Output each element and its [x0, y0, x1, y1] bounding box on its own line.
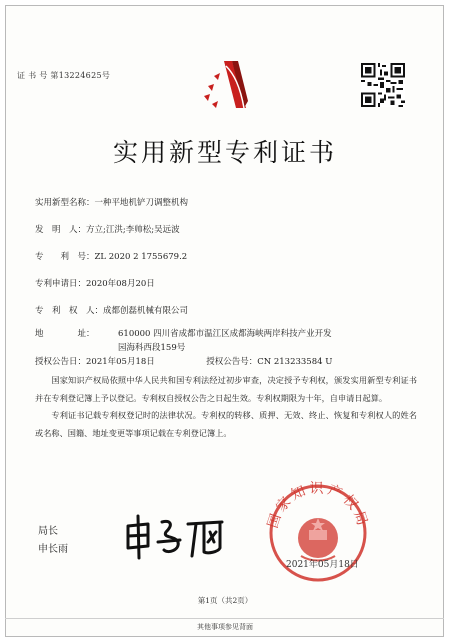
handwritten-signature-icon: [118, 512, 228, 562]
body-paragraph-2: 专利证书记载专利权登记时的法律状况。专利权的转移、质押、无效、终止、恢复和专利权人的姓名或名称、国籍、地址变更等事项记载在专利登记簿上。: [35, 410, 417, 438]
invention-name-label: 实用新型名称：: [35, 198, 95, 208]
commissioner-name: 申长雨: [38, 544, 68, 555]
invention-name-row: [35, 196, 188, 208]
address-line-2: 园海科西段159号: [118, 343, 186, 353]
patent-number-row: [35, 250, 187, 262]
patent-number-value: ZL 2020 2 1755679.2: [94, 252, 188, 262]
inventors-label: 发 明 人：: [35, 225, 87, 235]
grant-date-label: 授权公告日：: [35, 357, 87, 367]
filing-date-value: 2020年08月20日: [86, 279, 155, 289]
footer-divider: [5, 618, 444, 619]
inventors-row: [35, 223, 180, 235]
filing-date-label: 专利申请日：: [35, 279, 87, 289]
address-line-1: 610000 四川省成都市温江区成都海峡两岸科技产业开发: [118, 329, 332, 339]
footer-note: 其他事项参见背面: [197, 623, 253, 631]
certificate-body: [35, 372, 417, 442]
qr-code-icon: [361, 63, 405, 107]
grant-row: [35, 355, 332, 367]
patentee-row: [35, 304, 188, 316]
commissioner-title: 局长: [38, 526, 58, 537]
filing-date-row: [35, 277, 155, 289]
page-number: 第1页（共2页）: [197, 596, 253, 605]
patentee-label: 专 利 权 人：: [35, 306, 104, 316]
grant-number-label: 授权公告号：: [206, 357, 258, 367]
inventors-value: 方立;江洪;李帅松;吴远波: [86, 225, 180, 235]
body-paragraph-1: 国家知识产权局依照中华人民共和国专利法经过初步审查，决定授予专利权，颁发实用新型专利证书并在专利登记簿上予以登记。专利权自授权公告之日起生效。专利权期限为十年，自申请日起算。: [35, 375, 417, 403]
patent-number-label: 专 利 号：: [35, 252, 95, 262]
invention-name-value: 一种平地机铲刀调整机构: [94, 198, 189, 208]
seal-date: 2021年05月18日: [286, 560, 359, 570]
address-label: 地 址：: [35, 329, 95, 339]
certificate-number: 证 书 号 第13224625号: [17, 71, 111, 80]
patent-office-emblem-icon: [186, 46, 256, 116]
patentee-value: 成都创磊机械有限公司: [103, 306, 189, 316]
page-title: 实用新型专利证书: [112, 138, 337, 167]
grant-number-value: CN 213233584 U: [257, 357, 333, 367]
svg-text:国家知识产权局: 国家知识产权局: [265, 481, 371, 531]
grant-date-value: 2021年05月18日: [86, 357, 155, 367]
address-value: [118, 327, 418, 355]
